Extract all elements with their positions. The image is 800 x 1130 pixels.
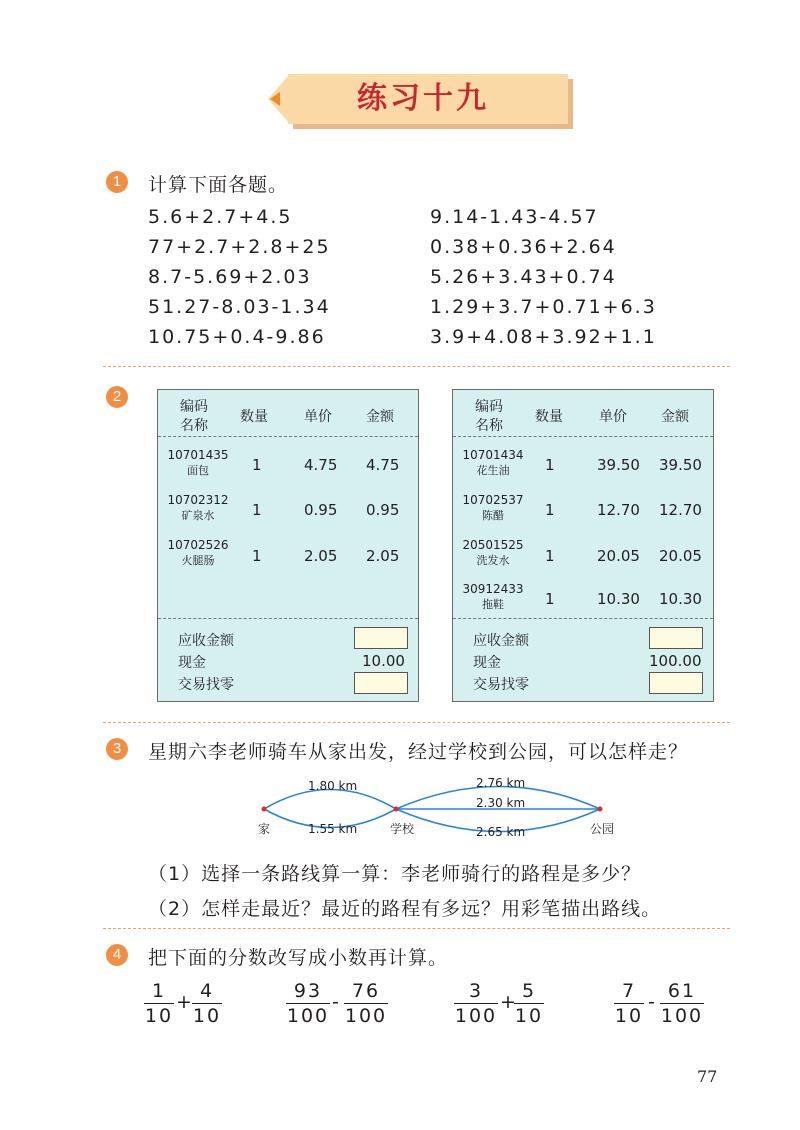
numerator: 7	[621, 980, 637, 1002]
q1-expr-right-4: 1.29+3.7+0.71+6.3	[430, 296, 657, 318]
page-number: 77	[697, 1067, 718, 1086]
question-number-4: 4	[106, 944, 128, 966]
denominator: 100	[344, 1005, 388, 1027]
route-label-2: 1.55 km	[308, 822, 358, 836]
item-price: 0.95	[304, 501, 338, 519]
header-code: 编码	[180, 399, 208, 415]
item-amount: 0.95	[366, 501, 400, 519]
item-price: 12.70	[597, 501, 640, 519]
receipt-footer	[158, 618, 418, 619]
fraction	[614, 980, 644, 1027]
code: 10702526	[167, 538, 229, 552]
route-label-3: 2.76 km	[476, 776, 526, 790]
numerator: 61	[667, 980, 697, 1002]
route-diagram	[250, 770, 630, 842]
item-name: 面包	[187, 464, 209, 477]
item-code	[453, 448, 533, 478]
item-qty: 1	[252, 456, 262, 474]
section-divider	[103, 722, 730, 723]
place-home: 家	[258, 822, 271, 836]
q4-instruction: 把下面的分数改写成小数再计算。	[148, 947, 449, 969]
code: 10702537	[462, 493, 524, 507]
q1-expr-right-5: 3.9+4.08+3.92+1.1	[430, 326, 657, 348]
numerator: 5	[521, 980, 537, 1002]
item-name: 花生油	[476, 464, 510, 477]
fraction-bar	[192, 1003, 222, 1004]
code: 30912433	[462, 582, 524, 596]
denominator: 10	[514, 1005, 544, 1027]
cash-label: 现金	[473, 655, 501, 671]
numerator: 93	[293, 980, 323, 1002]
change-label: 交易找零	[178, 677, 234, 693]
section-divider	[103, 366, 730, 367]
item-qty: 1	[545, 456, 555, 474]
item-code	[453, 493, 533, 523]
item-name: 矿泉水	[181, 509, 215, 522]
route-label-5: 2.65 km	[476, 825, 526, 839]
header-qty: 数量	[240, 409, 268, 425]
receivable-answer-box[interactable]	[354, 627, 408, 649]
q3-sub-question-2: （2）怎样走最近？最近的路程有多远？用彩笔描出路线。	[148, 898, 662, 920]
question-number-1: 1	[106, 171, 128, 193]
change-label: 交易找零	[473, 677, 529, 693]
fraction-bar	[454, 1003, 498, 1004]
operator: +	[500, 991, 516, 1013]
numerator: 76	[351, 980, 381, 1002]
denominator: 10	[192, 1005, 222, 1027]
denominator: 100	[660, 1005, 704, 1027]
item-qty: 1	[545, 547, 555, 565]
q3-sub-question-1: （1）选择一条路线算一算：李老师骑行的路程是多少？	[148, 863, 642, 885]
item-price: 39.50	[597, 456, 640, 474]
q1-expr-right-1: 9.14-1.43-4.57	[430, 206, 599, 228]
route-label-4: 2.30 km	[476, 796, 526, 810]
item-qty: 1	[252, 547, 262, 565]
q1-expr-right-3: 5.26+3.43+0.74	[430, 266, 617, 288]
q1-expr-left-2: 77+2.7+2.8+25	[148, 236, 331, 258]
section-divider	[103, 928, 730, 929]
item-amount: 4.75	[366, 456, 400, 474]
banner-arrow-tip	[270, 92, 280, 106]
item-qty: 1	[545, 501, 555, 519]
item-price: 10.30	[597, 590, 640, 608]
receivable-label: 应收金额	[473, 633, 529, 649]
denominator: 10	[144, 1005, 174, 1027]
fraction-bar	[344, 1003, 388, 1004]
fraction	[514, 980, 544, 1027]
item-code	[158, 538, 238, 568]
home-point	[262, 807, 267, 812]
page-title: 练习十九	[357, 81, 489, 116]
header-code: 编码	[475, 399, 503, 415]
receipt-2	[452, 389, 714, 702]
cash-value: 100.00	[649, 652, 702, 670]
route-label-1: 1.80 km	[308, 779, 358, 793]
place-school: 学校	[390, 822, 415, 836]
item-amount: 20.05	[659, 547, 702, 565]
fraction	[344, 980, 388, 1027]
header-name: 名称	[475, 418, 503, 434]
q1-expr-right-2: 0.38+0.36+2.64	[430, 236, 617, 258]
cash-value: 10.00	[362, 652, 405, 670]
fraction-bar	[286, 1003, 330, 1004]
q1-expr-left-4: 51.27-8.03-1.34	[148, 296, 331, 318]
header-amount: 金额	[661, 409, 689, 425]
header-amount: 金额	[366, 409, 394, 425]
code: 10702312	[167, 493, 229, 507]
item-price: 2.05	[304, 547, 338, 565]
item-qty: 1	[252, 501, 262, 519]
fraction	[660, 980, 704, 1027]
cash-label: 现金	[178, 655, 206, 671]
operator: +	[176, 991, 192, 1013]
code: 10701435	[167, 448, 229, 462]
q1-expr-left-5: 10.75+0.4-9.86	[148, 326, 326, 348]
fraction	[144, 980, 174, 1027]
item-code	[158, 493, 238, 523]
header-price: 单价	[304, 409, 332, 425]
item-code	[453, 582, 533, 612]
fraction-bar	[514, 1003, 544, 1004]
fraction	[286, 980, 330, 1027]
park-point	[598, 807, 603, 812]
numerator: 1	[151, 980, 167, 1002]
place-park: 公园	[590, 822, 615, 836]
change-answer-box[interactable]	[649, 672, 703, 694]
change-answer-box[interactable]	[354, 672, 408, 694]
receipt-1	[157, 389, 419, 702]
item-name: 火腿肠	[181, 554, 215, 567]
denominator: 10	[614, 1005, 644, 1027]
fraction-bar	[144, 1003, 174, 1004]
item-name: 陈醋	[482, 509, 504, 522]
q3-question: 星期六李老师骑车从家出发，经过学校到公园，可以怎样走？	[148, 741, 689, 763]
question-number-3: 3	[106, 738, 128, 760]
item-amount: 2.05	[366, 547, 400, 565]
item-code	[453, 538, 533, 568]
q1-expr-left-3: 8.7-5.69+2.03	[148, 266, 312, 288]
fraction-bar	[614, 1003, 644, 1004]
item-price: 4.75	[304, 456, 338, 474]
receipt-footer	[453, 618, 713, 619]
header-qty: 数量	[535, 409, 563, 425]
numerator: 4	[199, 980, 215, 1002]
item-amount: 39.50	[659, 456, 702, 474]
fraction	[192, 980, 222, 1027]
item-qty: 1	[545, 590, 555, 608]
q1-instruction: 计算下面各题。	[148, 174, 289, 196]
operator: -	[332, 991, 339, 1013]
q1-expr-left-1: 5.6+2.7+4.5	[148, 206, 293, 228]
header-price: 单价	[599, 409, 627, 425]
denominator: 100	[454, 1005, 498, 1027]
school-point	[394, 807, 399, 812]
numerator: 3	[468, 980, 484, 1002]
item-name: 洗发水	[476, 554, 510, 567]
question-number-2: 2	[106, 386, 128, 408]
item-code	[158, 448, 238, 478]
fraction-bar	[660, 1003, 704, 1004]
code: 20501525	[462, 538, 524, 552]
fraction	[454, 980, 498, 1027]
header-name: 名称	[180, 418, 208, 434]
item-name: 拖鞋	[482, 598, 504, 611]
code: 10701434	[462, 448, 524, 462]
receivable-answer-box[interactable]	[649, 627, 703, 649]
item-price: 20.05	[597, 547, 640, 565]
denominator: 100	[286, 1005, 330, 1027]
item-amount: 12.70	[659, 501, 702, 519]
item-amount: 10.30	[659, 590, 702, 608]
operator: -	[648, 991, 655, 1013]
receivable-label: 应收金额	[178, 633, 234, 649]
